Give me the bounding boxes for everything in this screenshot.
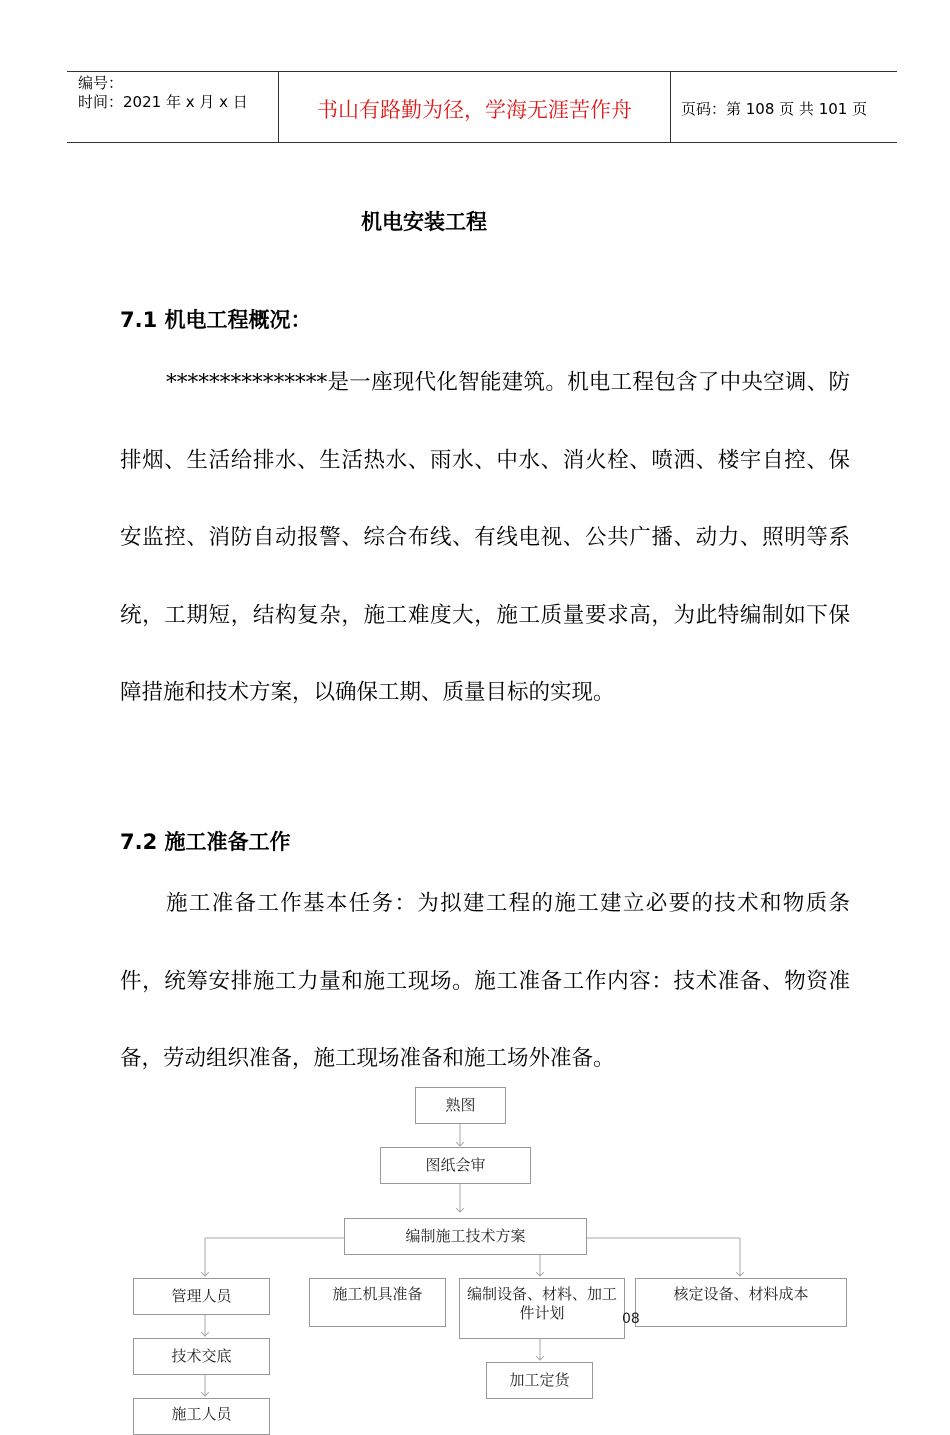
flow-node-plan: 编制施工技术方案 xyxy=(344,1218,587,1255)
section-heading-7-2: 7.2 施工准备工作 xyxy=(120,830,291,854)
page-number-fragment: 08 xyxy=(622,1311,640,1327)
document-title: 机电安装工程 xyxy=(361,210,487,234)
flow-node-equipment: 施工机具准备 xyxy=(309,1278,446,1327)
flow-node-cost: 核定设备、材料成本 xyxy=(635,1278,847,1327)
flow-node-construction: 施工人员 xyxy=(133,1398,270,1435)
header-divider-right xyxy=(670,71,671,143)
flow-node-briefing: 技术交底 xyxy=(133,1338,270,1375)
flow-node-managers: 管理人员 xyxy=(133,1278,270,1315)
section-paragraph-7-2: 施工准备工作基本任务：为拟建工程的施工建立必要的技术和物质条件，统筹安排施工力量和施工现场。施工准备工作内容：技术准备、物资准备，劳动组织准备，施工现场准备和施工场外准备。 xyxy=(120,891,850,1071)
flow-node-familiarize: 熟图 xyxy=(415,1087,506,1124)
header-bottom-rule xyxy=(67,142,897,143)
header-motto: 书山有路勤为径，学海无涯苦作舟 xyxy=(317,98,632,122)
section-heading-7-1: 7.1 机电工程概况： xyxy=(120,308,312,332)
flow-node-material-plan: 编制设备、材料、加工件计划 xyxy=(459,1278,625,1339)
flow-node-order: 加工定货 xyxy=(486,1362,593,1399)
flow-node-review: 图纸会审 xyxy=(380,1147,531,1184)
header-top-rule xyxy=(67,71,897,72)
header-page-info: 页码：第 108 页 共 101 页 xyxy=(681,100,868,118)
header-number-label: 编号： xyxy=(78,74,124,92)
header-time-label: 时间：2021 年 x 月 x 日 xyxy=(78,93,248,111)
header-left-cell xyxy=(78,74,248,112)
section-paragraph-7-1: ***************是一座现代化智能建筑。机电工程包含了中央空调、防排烟、生活给排水、生活热水、雨水、中水、消火栓、喷洒、楼宇自控、保安监控、消防自动报警、综合布线、有线电视、公共广播、动力、照明等系统，工期短，结构复杂，施工难度大，施工质量要求高，为此特编制如下保障措施和技术方案，以确保工期、质量目标的实现。 xyxy=(120,370,850,705)
